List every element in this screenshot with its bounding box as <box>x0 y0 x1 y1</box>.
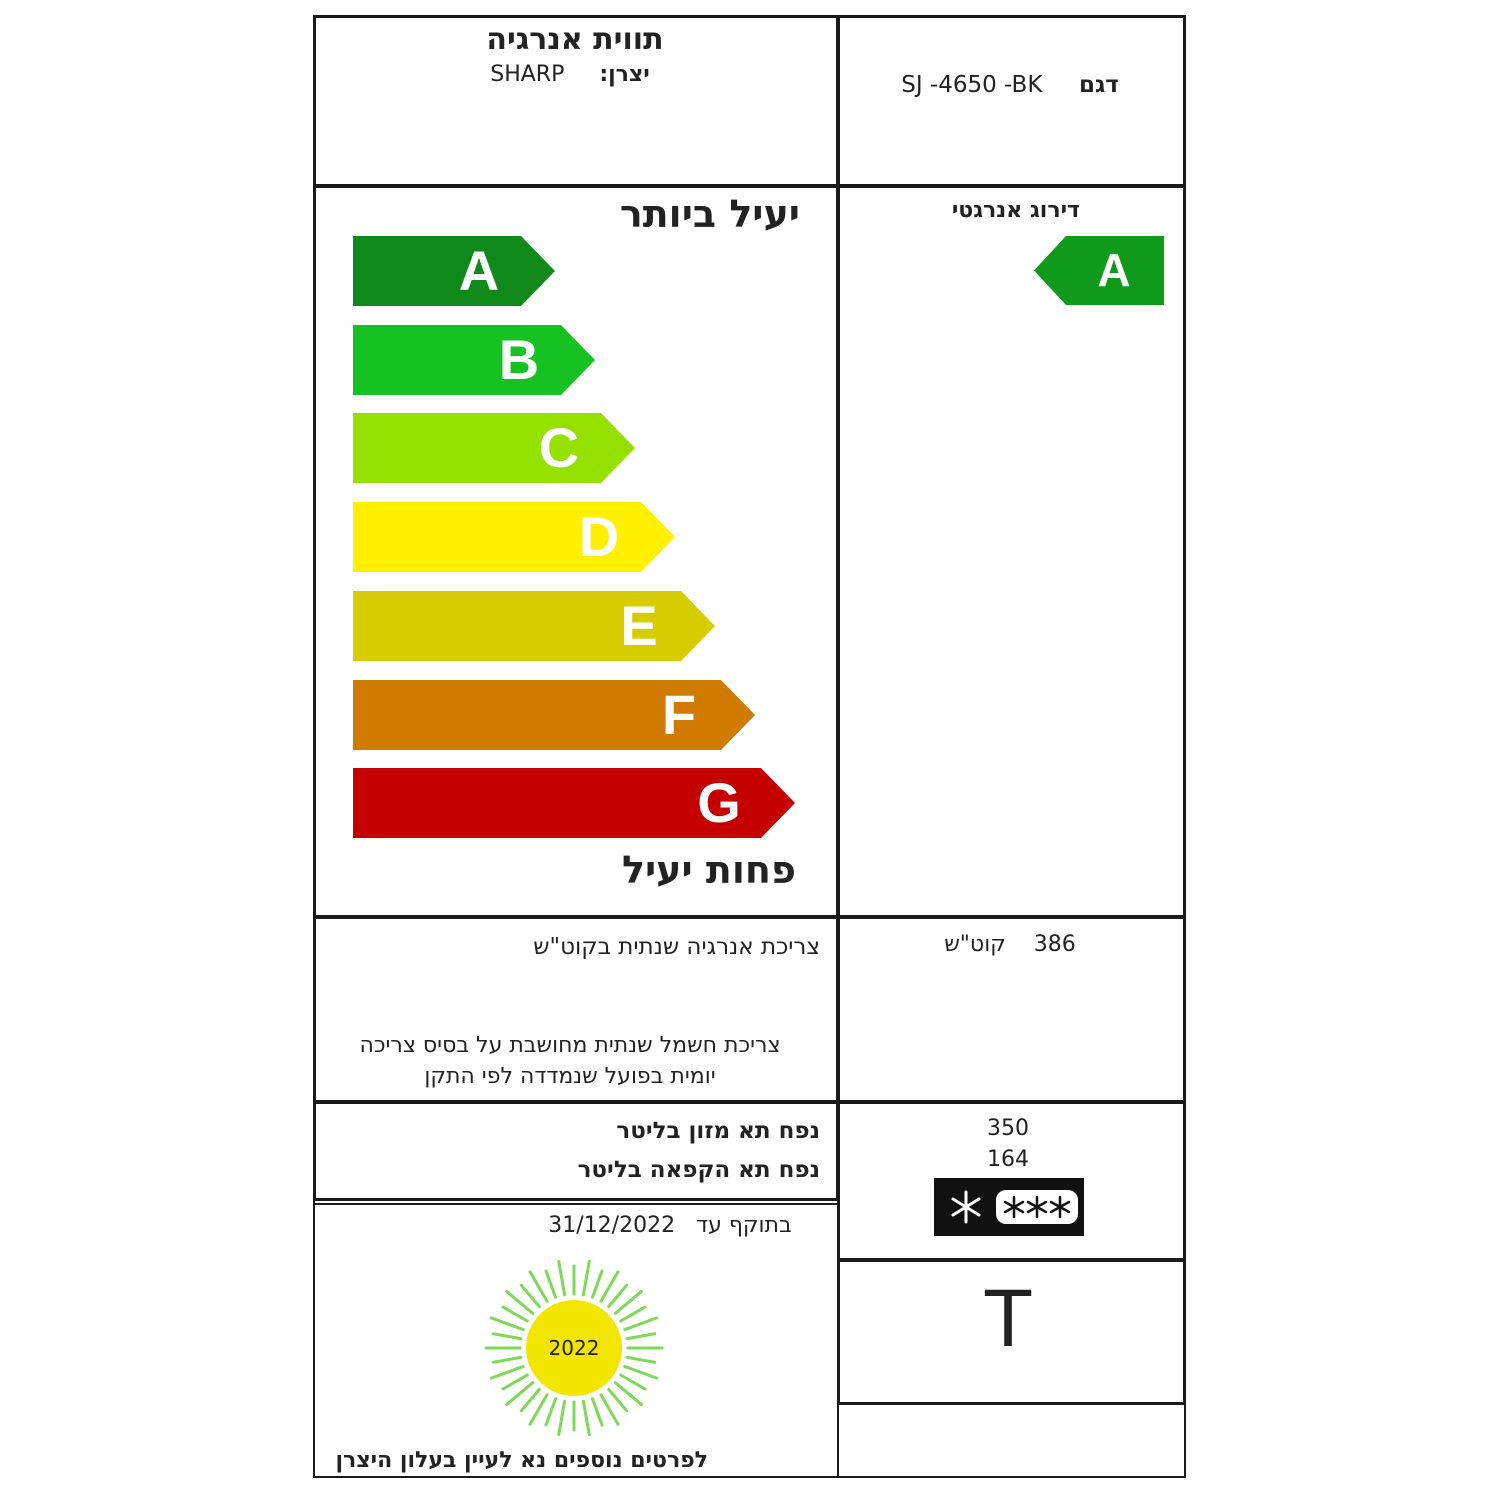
volumes-cell <box>313 1101 839 1201</box>
rating-arrow <box>1034 236 1164 305</box>
fresh-volume-label: נפח תא מזון בליטר <box>616 1118 820 1144</box>
label-title: תווית אנרגיה <box>486 22 664 57</box>
footer-note: לפרטים נוספים נא לעיין בעלון היצרן <box>335 1448 708 1473</box>
energy-class-bar-g <box>353 768 795 838</box>
rating-letter: A <box>1097 244 1131 296</box>
consumption-note-line1: צריכת חשמל שנתית מחושבת על בסיס צריכה <box>359 1033 781 1058</box>
consumption-value-line <box>880 932 1140 957</box>
freezer-volume-value: 164 <box>987 1147 1029 1172</box>
energy-class-bar-b <box>353 325 595 395</box>
validity-date: 31/12/2022 <box>548 1213 676 1238</box>
energy-class-letter-d: D <box>578 505 620 569</box>
freezer-volume-label: נפח תא הקפאה בליטר <box>577 1157 820 1183</box>
energy-class-bar-a <box>353 236 555 306</box>
energy-class-letter-c: C <box>538 416 580 480</box>
manufacturer-line <box>470 62 670 87</box>
scale-top-label: יעיל ביותר <box>619 192 800 236</box>
energy-class-letter-b: B <box>498 327 540 391</box>
model-label: דגם <box>1078 72 1119 98</box>
energy-class-letter-g: G <box>697 771 741 835</box>
climate-class: T <box>982 1273 1034 1364</box>
energy-class-bar-d <box>353 502 675 572</box>
consumption-value: 386 <box>1033 932 1076 957</box>
scale-bottom-label: פחות יעיל <box>621 848 796 892</box>
energy-class-bar-f <box>353 680 755 750</box>
energy-class-bar-e <box>353 591 715 661</box>
sun-year: 2022 <box>548 1336 600 1360</box>
energy-class-bar-c <box>353 413 635 483</box>
energy-class-letter-e: E <box>620 593 658 657</box>
sun-emblem-icon <box>482 1258 666 1438</box>
energy-class-letter-a: A <box>458 239 500 302</box>
rating-label: דירוג אנרגטי <box>951 198 1080 223</box>
manufacturer-value: SHARP <box>490 62 565 87</box>
manufacturer-label: יצרן: <box>599 62 650 87</box>
fresh-volume-value: 350 <box>987 1116 1029 1141</box>
model-line <box>860 72 1160 98</box>
validity-line <box>520 1213 820 1238</box>
freezer-star-rating-icon <box>934 1178 1084 1236</box>
validity-label: בתוקף עד <box>696 1213 792 1238</box>
consumption-note-line2: יומית בפועל שנמדדה לפי התקן <box>424 1064 716 1089</box>
model-cell <box>837 15 1186 187</box>
model-value: SJ -4650 -BK <box>901 72 1043 98</box>
consumption-label: צריכת אנרגיה שנתית בקוט"ש <box>533 934 820 960</box>
consumption-unit: קוט"ש <box>944 932 1006 957</box>
energy-class-letter-f: F <box>661 682 697 746</box>
